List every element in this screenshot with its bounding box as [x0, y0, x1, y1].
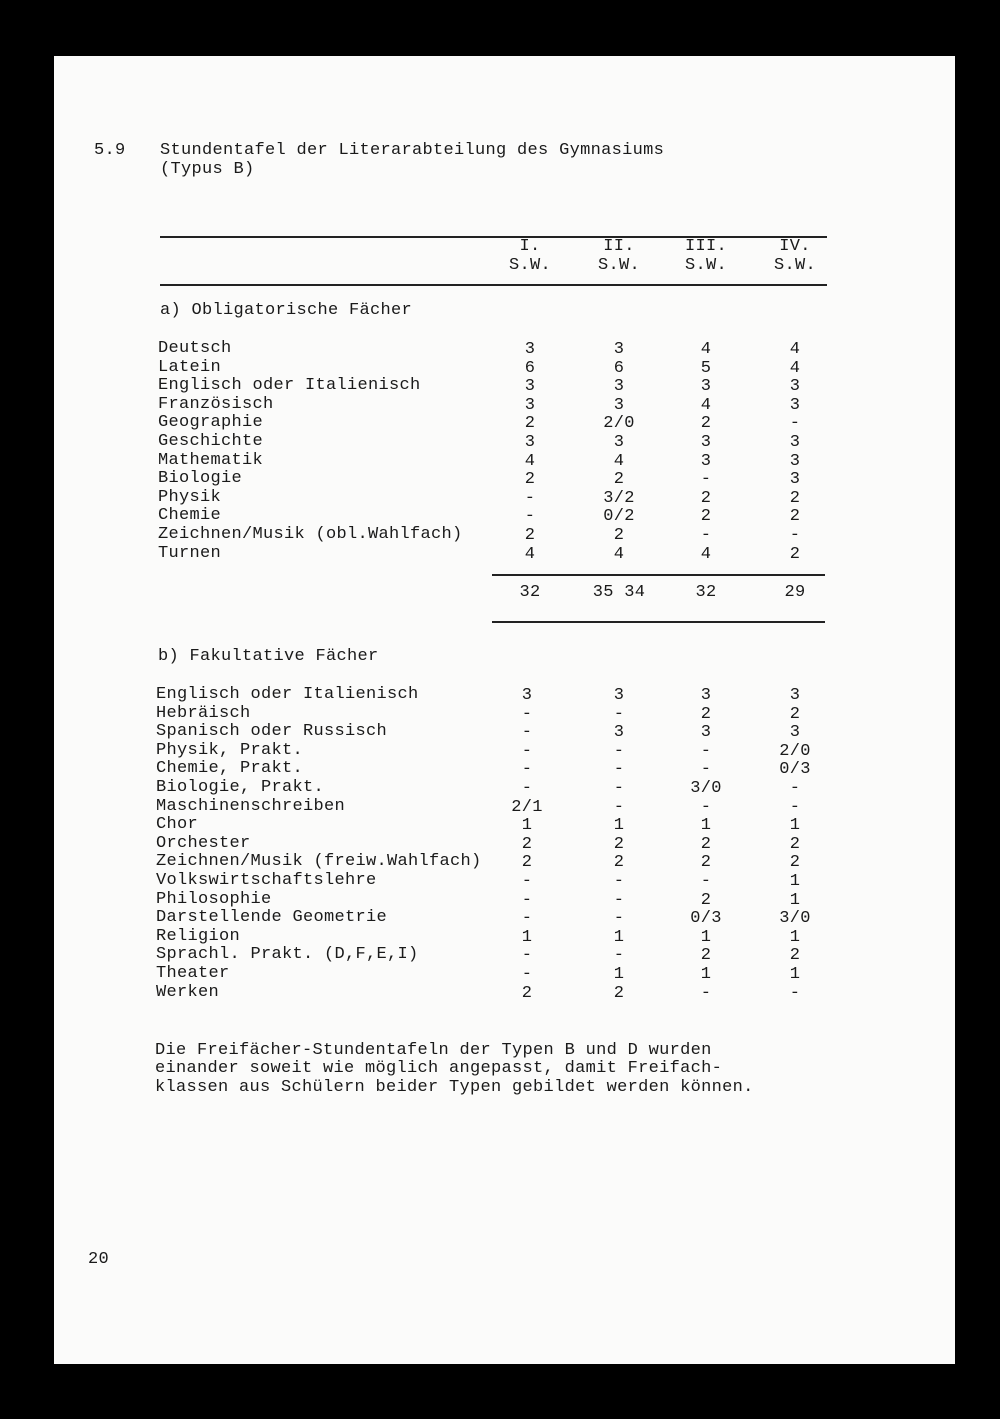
column-header-roman: I. [519, 237, 541, 256]
table-row-subject: Biologie, Prakt. [156, 778, 325, 797]
table-cell-value: 0/3 [779, 760, 811, 780]
total-value: 32 [519, 583, 541, 602]
table-row-subject: Englisch oder Italienisch [158, 376, 421, 396]
table-cell-value: - [524, 488, 536, 508]
table-cell-value: 3 [613, 686, 625, 705]
table-cell-value: 2 [524, 414, 536, 434]
table-cell-value: 1 [700, 965, 712, 984]
table-cell-value: 3 [700, 686, 712, 705]
table-cell-value: - [613, 946, 625, 966]
page-number: 20 [88, 1250, 110, 1269]
table-row-subject: Volkswirtschaftslehre [156, 871, 377, 890]
table-cell-value: 3 [524, 395, 536, 415]
table-cell-value: 3 [789, 723, 801, 743]
table-cell-value: - [700, 872, 712, 891]
table-row-subject: Hebräisch [156, 703, 251, 723]
table-cell-value: 2 [789, 544, 801, 564]
table-cell-value: 3 [524, 433, 536, 452]
table-cell-value: 3 [789, 377, 801, 397]
table-cell-value: 4 [613, 544, 625, 564]
table-cell-value: 2 [700, 507, 712, 527]
table-row-subject: Chemie, Prakt. [156, 759, 304, 779]
table-cell-value: - [521, 723, 533, 743]
table-cell-value: 4 [524, 451, 536, 471]
table-cell-value: 6 [524, 358, 536, 378]
table-cell-value: - [789, 414, 801, 434]
table-cell-value: - [613, 704, 625, 724]
table-row-subject: Chemie [158, 506, 222, 526]
table-cell-value: 2 [524, 470, 536, 490]
total-value: 35 34 [592, 583, 646, 602]
table-cell-value: 1 [613, 816, 625, 836]
table-row-subject: Theater [156, 964, 230, 983]
column-header-unit: S.W. [773, 256, 816, 275]
table-cell-value: - [613, 890, 625, 910]
table-cell-value: 3 [789, 433, 801, 452]
optional-heading: b) Fakultative Fächer [158, 647, 379, 666]
table-row-subject: Sprachl. Prakt. (D,F,E,I) [156, 945, 419, 965]
table-cell-value: 2 [613, 853, 625, 873]
table-cell-value: 3 [613, 723, 625, 743]
table-cell-value: - [521, 965, 533, 984]
table-cell-value: 2 [700, 488, 712, 508]
column-header-roman: III. [684, 237, 727, 256]
table-cell-value: 2 [521, 834, 533, 854]
table-cell-value: 2 [613, 526, 625, 545]
table-cell-value: 4 [700, 340, 712, 359]
table-cell-value: 1 [700, 927, 712, 947]
table-cell-value: 2 [613, 834, 625, 854]
table-row-subject: Physik [158, 487, 222, 507]
table-row-subject: Maschinenschreiben [156, 796, 346, 816]
table-cell-value: 2 [521, 853, 533, 873]
table-row-subject: Chor [156, 815, 199, 835]
obligatory-heading: a) Obligatorische Fächer [160, 301, 413, 320]
table-cell-value: - [700, 526, 712, 545]
table-row-subject: Religion [156, 926, 241, 946]
table-cell-value: 1 [613, 965, 625, 984]
table-cell-value: 2 [789, 488, 801, 508]
table-cell-value: - [521, 909, 533, 929]
table-cell-value: 4 [700, 395, 712, 415]
table-cell-value: 3 [700, 451, 712, 471]
table-cell-value: 3 [700, 377, 712, 397]
table-cell-value: - [524, 507, 536, 527]
table-cell-value: 2/0 [603, 414, 635, 434]
table-cell-value: 0/2 [603, 507, 635, 527]
table-cell-value: - [521, 779, 533, 798]
table-cell-value: - [521, 760, 533, 780]
table-cell-value: - [613, 909, 625, 929]
table-cell-value: 3 [789, 395, 801, 415]
table-cell-value: 2 [789, 834, 801, 854]
table-cell-value: - [789, 779, 801, 798]
header-bottom-rule [160, 284, 827, 286]
table-cell-value: 1 [789, 890, 801, 910]
total-value: 29 [784, 583, 806, 602]
table-row-subject: Latein [158, 357, 222, 377]
table-row-subject: Orchester [156, 833, 251, 853]
table-cell-value: 3 [789, 451, 801, 471]
table-cell-value: 2 [789, 853, 801, 873]
table-cell-value: - [613, 797, 625, 817]
table-cell-value: - [613, 779, 625, 798]
table-cell-value: - [613, 760, 625, 780]
section-title: Stundentafel der Literarabteilung des Gymnasiums [160, 141, 665, 160]
table-cell-value: 2 [613, 470, 625, 490]
table-cell-value: - [521, 890, 533, 910]
table-cell-value: 3 [613, 377, 625, 397]
table-cell-value: - [700, 797, 712, 817]
table-cell-value: - [521, 872, 533, 891]
table-cell-value: - [700, 470, 712, 490]
table-row-subject: Französisch [158, 394, 274, 414]
column-header-unit: S.W. [684, 256, 727, 275]
table-cell-value: - [700, 983, 712, 1003]
table-cell-value: 3 [789, 686, 801, 705]
table-cell-value: 3 [613, 433, 625, 452]
table-cell-value: - [789, 526, 801, 545]
table-cell-value: 3/2 [603, 488, 635, 508]
table-cell-value: 4 [789, 340, 801, 359]
total-value: 32 [695, 583, 717, 602]
table-cell-value: - [789, 797, 801, 817]
column-header-unit: S.W. [597, 256, 640, 275]
table-row-subject: Englisch oder Italienisch [156, 685, 419, 704]
table-cell-value: 3/0 [779, 909, 811, 929]
note-line-1: Die Freifächer-Stundentafeln der Typen B und D wurden [155, 1041, 712, 1060]
table-cell-value: - [700, 741, 712, 761]
table-cell-value: 2 [700, 414, 712, 434]
table-cell-value: 1 [789, 927, 801, 947]
column-header-roman: II. [603, 237, 635, 256]
table-row-subject: Deutsch [158, 339, 232, 358]
table-row-subject: Turnen [158, 543, 222, 563]
table-cell-value: 0/3 [690, 909, 722, 929]
totals-top-rule [492, 574, 825, 576]
table-cell-value: 2 [524, 526, 536, 545]
section-number: 5.9 [94, 141, 126, 160]
table-cell-value: 1 [521, 927, 533, 947]
table-cell-value: 4 [700, 544, 712, 564]
document-page [54, 56, 955, 1364]
table-cell-value: 6 [613, 358, 625, 378]
section-subtitle: (Typus B) [160, 160, 255, 179]
table-cell-value: 1 [789, 816, 801, 836]
column-header-unit: S.W. [508, 256, 551, 275]
table-cell-value: - [789, 983, 801, 1003]
table-cell-value: 1 [789, 872, 801, 891]
table-cell-value: 2 [521, 983, 533, 1003]
table-cell-value: 2/1 [511, 797, 543, 817]
table-row-subject: Darstellende Geometrie [156, 908, 388, 928]
table-cell-value: 2 [700, 946, 712, 966]
table-row-subject: Geschichte [158, 432, 264, 451]
table-cell-value: 2 [700, 834, 712, 854]
table-cell-value: 2 [613, 983, 625, 1003]
table-row-subject: Spanisch oder Russisch [156, 722, 388, 742]
table-cell-value: 3 [700, 723, 712, 743]
table-cell-value: - [613, 741, 625, 761]
table-row-subject: Physik, Prakt. [156, 740, 304, 760]
note-line-2: einander soweit wie möglich angepasst, damit Freifach- [155, 1059, 723, 1078]
table-row-subject: Werken [156, 982, 220, 1002]
table-cell-value: 2 [789, 507, 801, 527]
table-cell-value: 1 [613, 927, 625, 947]
note-line-3: klassen aus Schülern beider Typen gebildet werden können. [155, 1078, 754, 1097]
table-cell-value: 3 [700, 433, 712, 452]
totals-bottom-rule [492, 621, 825, 623]
table-row-subject: Philosophie [156, 889, 272, 909]
table-cell-value: 3 [613, 395, 625, 415]
table-cell-value: 3/0 [690, 779, 722, 798]
table-cell-value: 2 [789, 946, 801, 966]
table-cell-value: 2 [700, 853, 712, 873]
table-cell-value: 1 [700, 816, 712, 836]
table-cell-value: 4 [524, 544, 536, 564]
table-cell-value: - [613, 872, 625, 891]
table-cell-value: - [700, 760, 712, 780]
table-row-subject: Zeichnen/Musik (freiw.Wahlfach) [156, 852, 482, 872]
table-cell-value: 1 [521, 816, 533, 836]
table-cell-value: 3 [524, 340, 536, 359]
table-row-subject: Zeichnen/Musik (obl.Wahlfach) [158, 525, 463, 544]
table-row-subject: Geographie [158, 413, 264, 433]
table-cell-value: 2/0 [779, 741, 811, 761]
table-cell-value: 4 [789, 358, 801, 378]
table-cell-value: 3 [789, 470, 801, 490]
table-cell-value: 4 [613, 451, 625, 471]
table-cell-value: - [521, 704, 533, 724]
table-row-subject: Mathematik [158, 450, 264, 470]
table-cell-value: 1 [789, 965, 801, 984]
table-cell-value: 2 [700, 890, 712, 910]
table-cell-value: 2 [700, 704, 712, 724]
table-cell-value: - [521, 946, 533, 966]
table-cell-value: 5 [700, 358, 712, 378]
table-row-subject: Biologie [158, 469, 243, 489]
column-header-roman: IV. [779, 237, 811, 256]
table-cell-value: 3 [613, 340, 625, 359]
table-cell-value: 3 [524, 377, 536, 397]
table-cell-value: 2 [789, 704, 801, 724]
table-cell-value: 3 [521, 686, 533, 705]
table-cell-value: - [521, 741, 533, 761]
